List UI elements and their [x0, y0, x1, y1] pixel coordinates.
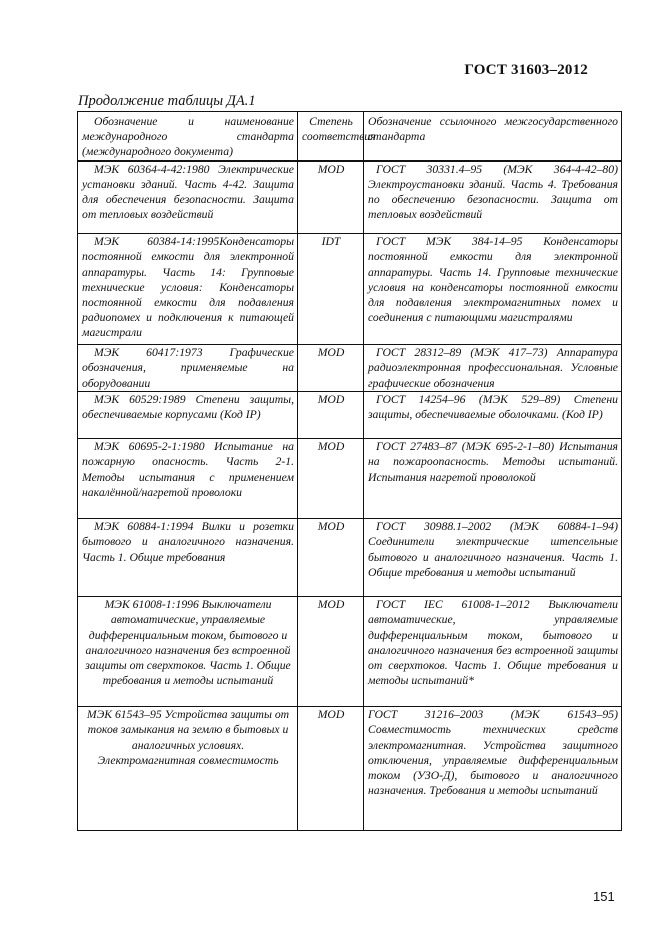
- standards-reference-table: [77, 111, 622, 831]
- table-row: [78, 707, 622, 831]
- international-standard-cell: МЭК 61543–95 Устройства защиты от токов замыкания на землю в бытовых и аналогичных условиях. Электромагнитная совместимость: [78, 707, 298, 831]
- document-code: ГОСТ 31603–2012: [464, 62, 588, 78]
- table-row: [78, 439, 622, 519]
- degree-cell: IDT: [298, 234, 364, 345]
- international-standard-cell: МЭК 60695-2-1:1980 Испытание на пожарную опасность. Часть 2-1. Методы испытания с применением накалённой/нагретой проволоки: [78, 439, 298, 519]
- column-header-degree: Степень соответствия: [298, 112, 364, 161]
- interstate-standard-cell: ГОСТ МЭК 384-14–95 Конденсаторы постоянной емкости для электронной аппаратуры. Часть 14. Групповые технические условия на конденсаторы постоянной емкости для подавления электромагнитных помех и соединения с питающими магистралями: [364, 234, 622, 345]
- column-header-international: Обозначение и наименование международного стандарта (международного документа): [78, 112, 298, 161]
- interstate-standard-cell: ГОСТ 30988.1–2002 (МЭК 60884-1–94) Соединители электрические штепсельные бытового и аналогичного назначения. Часть 1. Общие требования и методы испытаний: [364, 519, 622, 597]
- international-standard-cell: МЭК 61008-1:1996 Выключатели автоматические, управляемые дифференциальным током, бытового и аналогичного назначения без встроенной защиты от сверхтоков. Часть 1. Общие требования и методы испытаний: [78, 597, 298, 707]
- degree-cell: MOD: [298, 392, 364, 439]
- degree-cell: MOD: [298, 519, 364, 597]
- interstate-standard-cell: ГОСТ IEC 61008-1–2012 Выключатели автоматические, управляемые дифференциальным током, бытового и аналогичного назначения без встроенной защиты от сверхтоков. Часть 1. Общие требования и методы испытаний*: [364, 597, 622, 707]
- international-standard-cell: МЭК 60364-4-42:1980 Электрические установки зданий. Часть 4-42. Защита для обеспечения безопасности. Защита от тепловых воздействий: [78, 161, 298, 234]
- degree-cell: MOD: [298, 161, 364, 234]
- table-header-row: [78, 112, 622, 161]
- table-caption: Продолжение таблицы ДА.1: [78, 93, 256, 109]
- interstate-standard-cell: ГОСТ 14254–96 (МЭК 529–89) Степени защиты, обеспечиваемые оболочками. (Код IP): [364, 392, 622, 439]
- table-row: [78, 345, 622, 392]
- table-row: [78, 519, 622, 597]
- interstate-standard-cell: ГОСТ 27483–87 (МЭК 695-2-1–80) Испытания на пожароопасность. Методы испытаний. Испытания нагретой проволокой: [364, 439, 622, 519]
- table-row: [78, 597, 622, 707]
- degree-cell: MOD: [298, 345, 364, 392]
- page-number: 151: [593, 889, 615, 904]
- table-row: [78, 234, 622, 345]
- international-standard-cell: МЭК 60884-1:1994 Вилки и розетки бытового и аналогичного назначения. Часть 1. Общие требования: [78, 519, 298, 597]
- degree-cell: MOD: [298, 707, 364, 831]
- interstate-standard-cell: ГОСТ 31216–2003 (МЭК 61543–95) Совместимость технических средств электромагнитная. Устройства защитного отключения, управляемые дифференциальным током (УЗО-Д), бытового и аналогичного назначения. Требования и методы испытаний: [364, 707, 622, 831]
- interstate-standard-cell: ГОСТ 28312–89 (МЭК 417–73) Аппаратура радиоэлектронная профессиональная. Условные графические обозначения: [364, 345, 622, 392]
- international-standard-cell: МЭК 60417:1973 Графические обозначения, применяемые на оборудовании: [78, 345, 298, 392]
- international-standard-cell: МЭК 60529:1989 Степени защиты, обеспечиваемые корпусами (Код IP): [78, 392, 298, 439]
- interstate-standard-cell: ГОСТ 30331.4–95 (МЭК 364-4-42–80) Электроустановки зданий. Часть 4. Требования по обеспечению безопасности. Защита от тепловых воздействий: [364, 161, 622, 234]
- table-row: [78, 161, 622, 234]
- international-standard-cell: МЭК 60384-14:1995Конденсаторы постоянной емкости для электронной аппаратуры. Часть 14: Групповые технические условия: Конденсаторы постоянной емкости для подавления радиопомех и подключения к питающей магистрали: [78, 234, 298, 345]
- degree-cell: MOD: [298, 439, 364, 519]
- degree-cell: MOD: [298, 597, 364, 707]
- table-row: [78, 392, 622, 439]
- column-header-interstate: Обозначение ссылочного межгосударственного стандарта: [364, 112, 622, 161]
